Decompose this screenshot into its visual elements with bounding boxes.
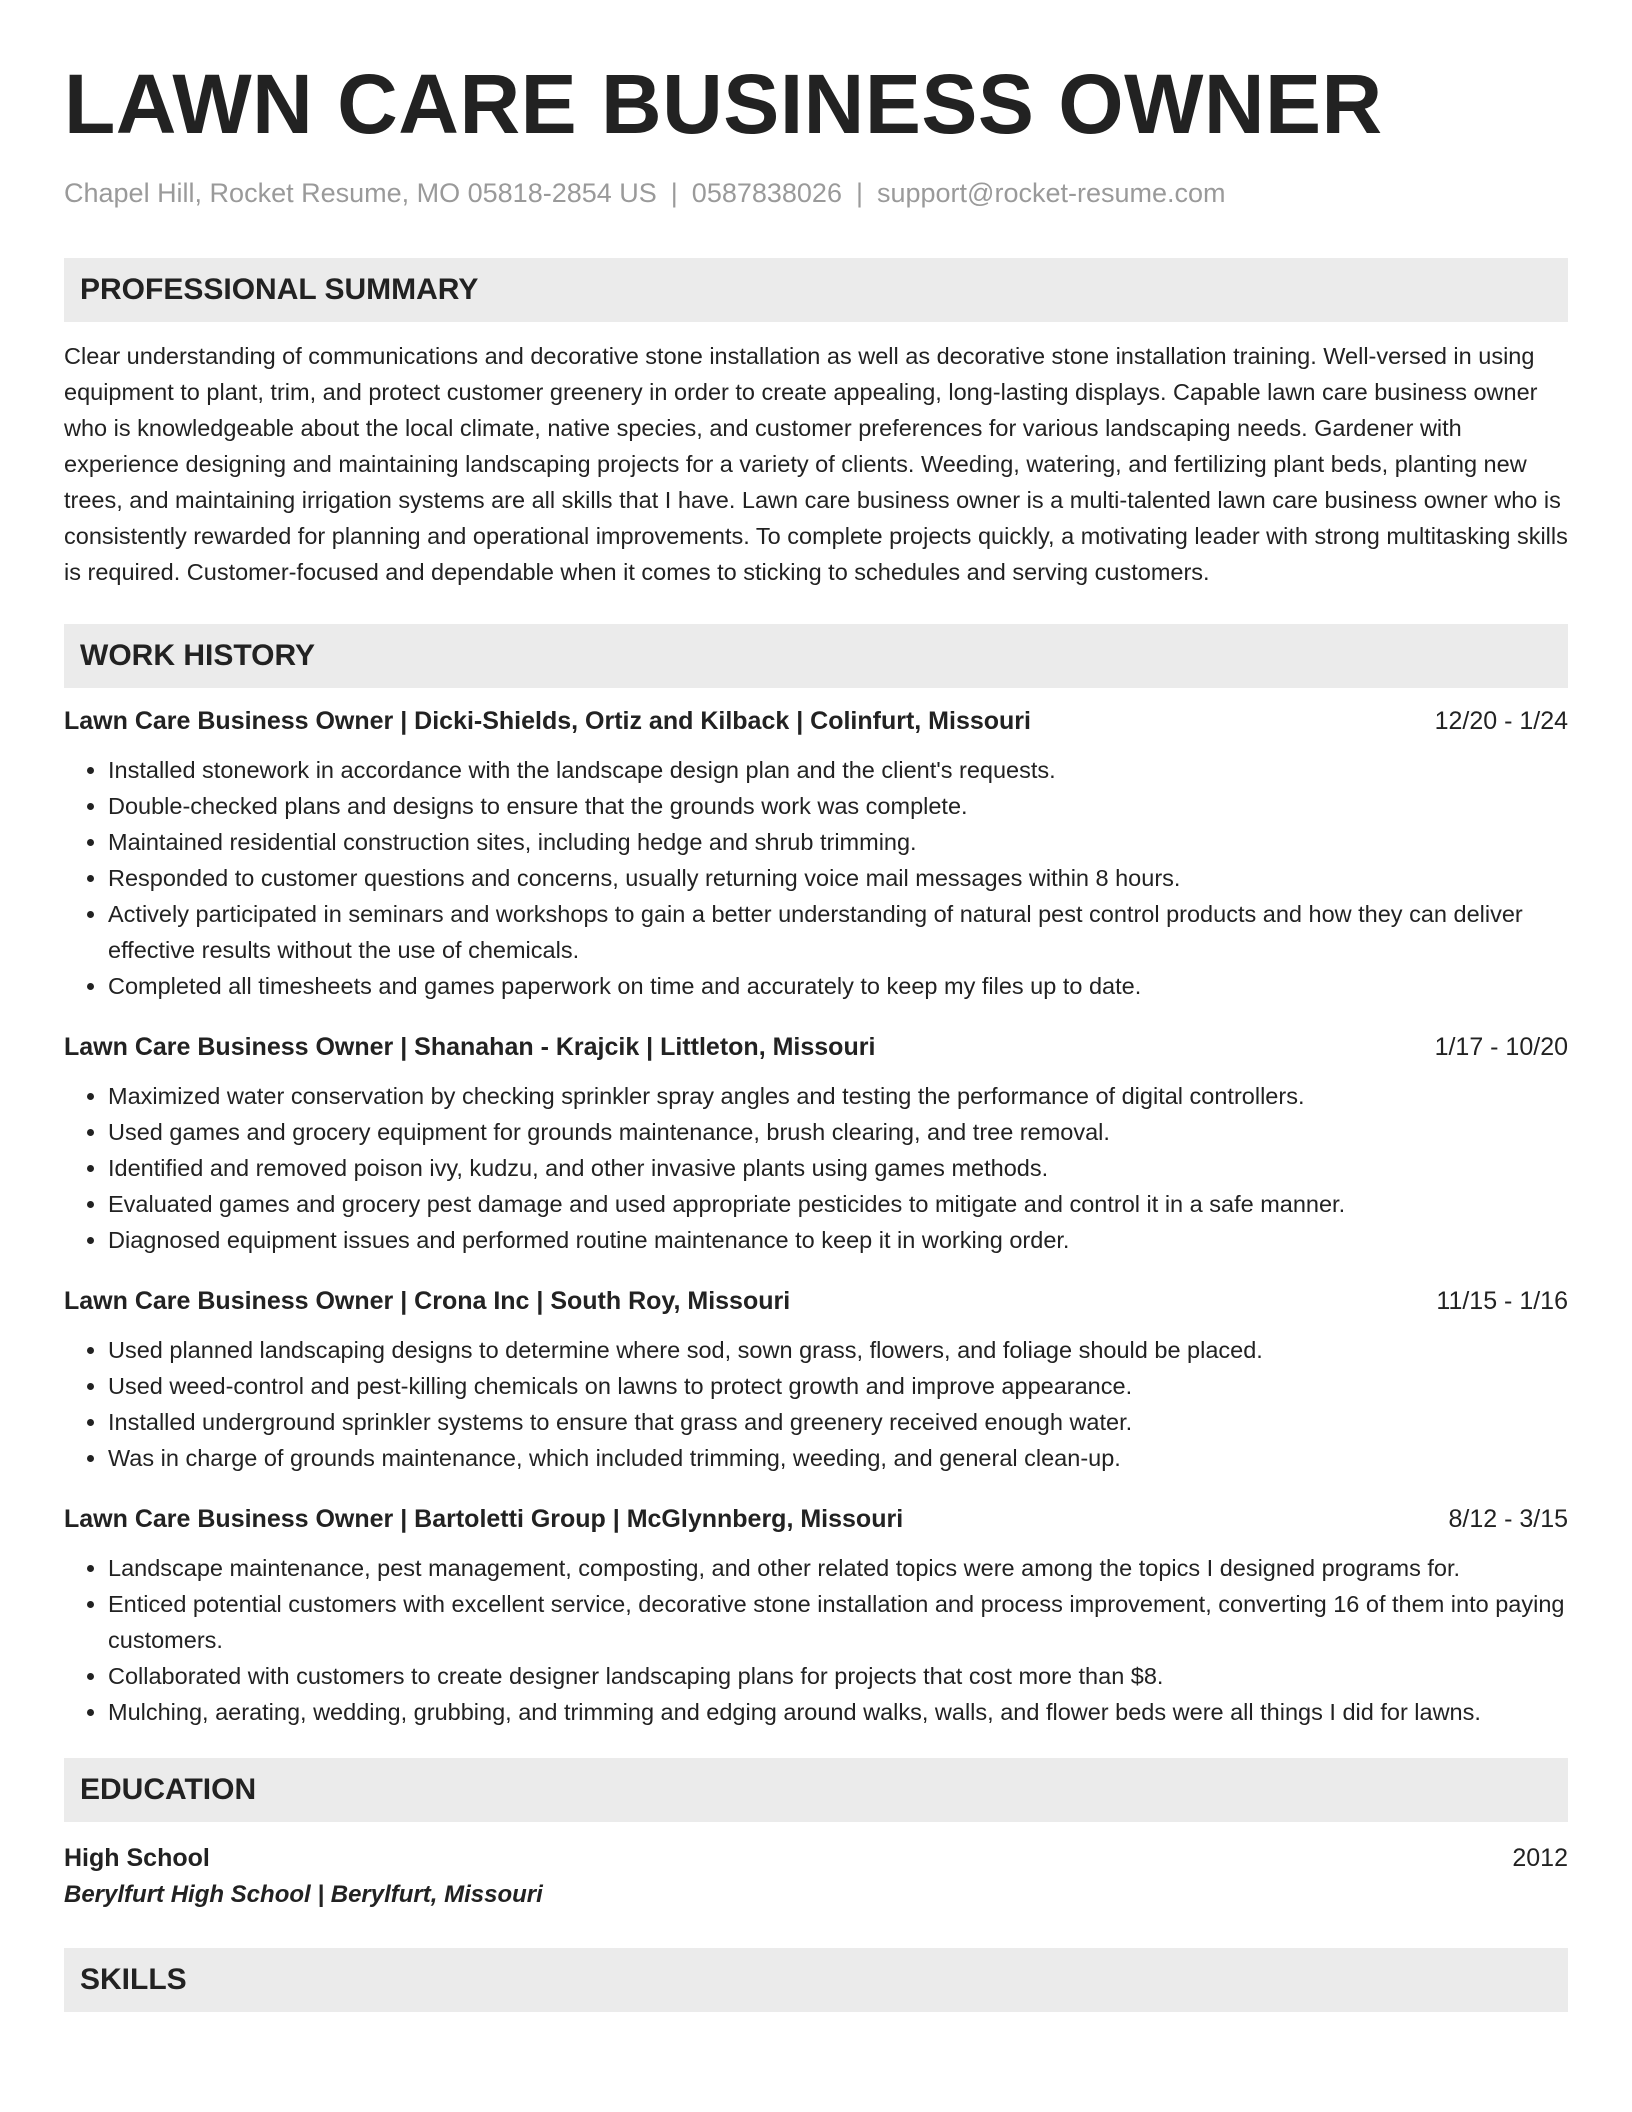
job-dates: 11/15 - 1/16 xyxy=(1436,1287,1568,1315)
job-bullet: • Used games and grocery equipment for grounds maintenance, brush clearing, and tree removal. xyxy=(108,1114,1568,1150)
job-header xyxy=(64,1502,1568,1536)
job-bullet: • Installed underground sprinkler systems to ensure that grass and greenery received enough water. xyxy=(108,1404,1568,1440)
job-bullet: • Identified and removed poison ivy, kudzu, and other invasive plants using games methods. xyxy=(108,1150,1568,1186)
job-title: Lawn Care Business Owner | Crona Inc | South Roy, Missouri xyxy=(64,1287,791,1315)
job-bullet: • Maintained residential construction sites, including hedge and shrub trimming. xyxy=(108,824,1568,860)
job-bullet-list xyxy=(64,752,1568,1004)
job-bullet: • Diagnosed equipment issues and performed routine maintenance to keep it in working order. xyxy=(108,1222,1568,1258)
job-dates: 8/12 - 3/15 xyxy=(1448,1505,1568,1533)
job-dates: 1/17 - 10/20 xyxy=(1434,1033,1568,1061)
job-bullet: • Was in charge of grounds maintenance, which included trimming, weeding, and general clean-up. xyxy=(108,1440,1568,1476)
job-bullet: • Completed all timesheets and games paperwork on time and accurately to keep my files up to date. xyxy=(108,968,1568,1004)
education-school: Berylfurt High School | Berylfurt, Missouri xyxy=(64,1881,543,1908)
section-heading-education: EDUCATION xyxy=(64,1758,1568,1822)
job-bullet: • Double-checked plans and designs to ensure that the grounds work was complete. xyxy=(108,788,1568,824)
job-header xyxy=(64,704,1568,738)
job-bullet: • Responded to customer questions and concerns, usually returning voice mail messages within 8 hours. xyxy=(108,860,1568,896)
job-bullet: • Collaborated with customers to create designer landscaping plans for projects that cost more than $8. xyxy=(108,1658,1568,1694)
section-heading-work-history: WORK HISTORY xyxy=(64,624,1568,688)
job-bullet: • Installed stonework in accordance with the landscape design plan and the client's requests. xyxy=(108,752,1568,788)
job-bullet: • Used weed-control and pest-killing chemicals on lawns to protect growth and improve appearance. xyxy=(108,1368,1568,1404)
section-heading-summary: PROFESSIONAL SUMMARY xyxy=(64,258,1568,322)
job-header xyxy=(64,1284,1568,1318)
contact-line xyxy=(64,176,1568,210)
education-header xyxy=(64,1840,1568,1876)
job-title: Lawn Care Business Owner | Dicki-Shields, Ortiz and Kilback | Colinfurt, Missouri xyxy=(64,707,1031,735)
job-entry xyxy=(64,1502,1568,1730)
contact-address: Chapel Hill, Rocket Resume, MO 05818-2854 US xyxy=(64,178,657,208)
contact-phone: 0587838026 xyxy=(691,178,842,208)
job-bullet-list xyxy=(64,1332,1568,1476)
job-bullet: • Maximized water conservation by checking sprinkler spray angles and testing the performance of digital controllers. xyxy=(108,1078,1568,1114)
contact-separator: | xyxy=(855,178,863,208)
job-bullet: • Enticed potential customers with excellent service, decorative stone installation and process improvement, converting 16 of them into paying customers. xyxy=(108,1586,1568,1658)
job-entry xyxy=(64,704,1568,1004)
job-entry xyxy=(64,1030,1568,1258)
job-bullet: • Evaluated games and grocery pest damage and used appropriate pesticides to mitigate and control it in a safe manner. xyxy=(108,1186,1568,1222)
job-dates: 12/20 - 1/24 xyxy=(1434,707,1568,735)
job-title: Lawn Care Business Owner | Shanahan - Krajcik | Littleton, Missouri xyxy=(64,1033,876,1061)
job-bullet-list xyxy=(64,1550,1568,1730)
contact-separator: | xyxy=(670,178,678,208)
job-bullet-list xyxy=(64,1078,1568,1258)
work-history-list xyxy=(64,704,1568,1730)
education-entry xyxy=(64,1840,1568,1914)
summary-text: Clear understanding of communications and decorative stone installation as well as decorative stone installation training. Well-versed in using equipment to plant, trim, and protect customer greenery in order to create appealing, long-lasting displays. Capable lawn care business owner who is knowledgeable about the local climate, native species, and customer preferences for various landscaping needs. Gardener with experience designing and maintaining landscaping projects for a variety of clients. Weeding, watering, and fertilizing plant beds, planting new trees, and maintaining irrigation systems are all skills that I have. Lawn care business owner is a multi-talented lawn care business owner who is consistently rewarded for planning and operational improvements. To complete projects quickly, a motivating leader with strong multitasking skills is required. Customer-focused and dependable when it comes to sticking to schedules and serving customers. xyxy=(64,343,1568,585)
contact-email: support@rocket-resume.com xyxy=(876,178,1226,208)
job-bullet: • Used planned landscaping designs to determine where sod, sown grass, flowers, and foliage should be placed. xyxy=(108,1332,1568,1368)
job-entry xyxy=(64,1284,1568,1476)
section-heading-skills: SKILLS xyxy=(64,1948,1568,2012)
job-bullet: • Actively participated in seminars and workshops to gain a better understanding of natural pest control products and how they can deliver effective results without the use of chemicals. xyxy=(108,896,1568,968)
job-bullet: • Landscape maintenance, pest management, composting, and other related topics were among the topics I designed programs for. xyxy=(108,1550,1568,1586)
education-year: 2012 xyxy=(1512,1844,1568,1872)
education-degree: High School xyxy=(64,1844,210,1872)
resume-name: LAWN CARE BUSINESS OWNER xyxy=(64,57,1383,151)
job-header xyxy=(64,1030,1568,1064)
job-title: Lawn Care Business Owner | Bartoletti Group | McGlynnberg, Missouri xyxy=(64,1505,904,1533)
job-bullet: • Mulching, aerating, wedding, grubbing, and trimming and edging around walks, walls, and flower beds were all things I did for lawns. xyxy=(108,1694,1568,1730)
